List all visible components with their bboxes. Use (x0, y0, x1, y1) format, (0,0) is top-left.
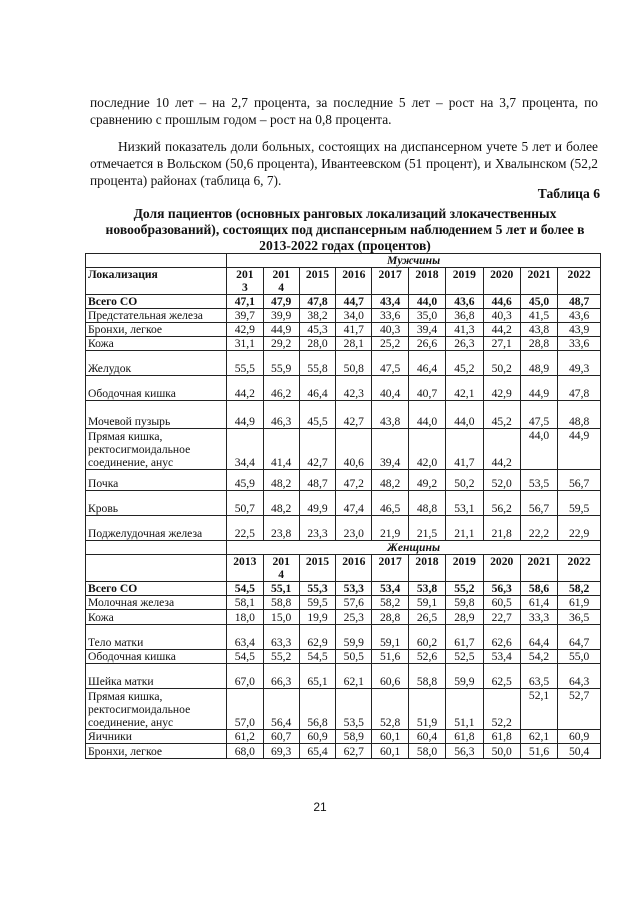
value-cell: 48,9 (520, 351, 557, 376)
value-cell: 55,2 (446, 582, 483, 596)
row-label: Тело матки (86, 625, 227, 650)
value-cell: 60,4 (408, 730, 445, 744)
value-cell: 40,4 (372, 376, 408, 401)
value-cell: 52,1 (520, 689, 557, 730)
value-cell: 54,5 (227, 582, 263, 596)
row-label: Кожа (86, 610, 227, 625)
value-cell: 42,0 (408, 429, 445, 470)
value-cell: 59,1 (408, 596, 445, 610)
year-header: 2021 (520, 555, 557, 582)
value-cell: 61,8 (483, 730, 520, 744)
value-cell: 60,1 (372, 730, 408, 744)
value-cell: 25,3 (336, 610, 372, 625)
value-cell: 39,4 (372, 429, 408, 470)
value-cell: 55,1 (263, 582, 299, 596)
value-cell: 55,9 (263, 351, 299, 376)
value-cell: 50,4 (558, 744, 601, 759)
value-cell: 44,9 (263, 323, 299, 337)
value-cell: 43,8 (520, 323, 557, 337)
value-cell: 61,2 (227, 730, 263, 744)
year-header: 2019 (446, 268, 483, 295)
value-cell: 60,2 (408, 625, 445, 650)
value-cell: 59,5 (299, 596, 335, 610)
value-cell: 55,0 (558, 650, 601, 664)
value-cell: 58,0 (408, 744, 445, 759)
localization-header: Локализация (86, 268, 227, 295)
value-cell: 52,6 (408, 650, 445, 664)
row-label: Шейка матки (86, 664, 227, 689)
value-cell: 25,2 (372, 337, 408, 351)
value-cell: 59,9 (446, 664, 483, 689)
table-row (86, 376, 601, 401)
value-cell: 40,7 (408, 376, 445, 401)
value-cell: 33,3 (520, 610, 557, 625)
value-cell: 15,0 (263, 610, 299, 625)
value-cell: 33,6 (372, 309, 408, 323)
value-cell: 42,9 (483, 376, 520, 401)
value-cell: 55,5 (227, 351, 263, 376)
value-cell: 50,2 (483, 351, 520, 376)
year-header: 2020 (483, 268, 520, 295)
value-cell: 47,5 (372, 351, 408, 376)
value-cell: 66,3 (263, 664, 299, 689)
intro-paragraph: Низкий показатель доли больных, состоящих на диспансерном учете 5 лет и более отмечается в Вольском (50,6 процента), Ивантеевском (51 процент), и Хвалынском (52,2 процента) районах (таблица 6, 7). (90, 139, 598, 188)
value-cell: 19,9 (299, 610, 335, 625)
value-cell: 51,1 (446, 689, 483, 730)
women-year-header-row (86, 555, 601, 582)
year-header: 2018 (408, 555, 445, 582)
value-cell: 22,5 (227, 516, 263, 541)
value-cell: 42,1 (446, 376, 483, 401)
value-cell: 48,7 (299, 470, 335, 491)
value-cell: 53,8 (408, 582, 445, 596)
value-cell: 48,7 (558, 295, 601, 309)
table-row (86, 351, 601, 376)
year-header: 2018 (408, 268, 445, 295)
value-cell: 40,3 (372, 323, 408, 337)
row-label: Молочная железа (86, 596, 227, 610)
value-cell: 22,9 (558, 516, 601, 541)
table-row (86, 309, 601, 323)
row-label: Яичники (86, 730, 227, 744)
value-cell: 60,9 (299, 730, 335, 744)
value-cell: 46,2 (263, 376, 299, 401)
value-cell: 47,5 (520, 401, 557, 429)
row-label: Прямая кишка, ректосигмоидальное соединение, анус (86, 689, 227, 730)
value-cell: 58,2 (558, 582, 601, 596)
value-cell: 41,5 (520, 309, 557, 323)
row-label: Всего СО (86, 295, 227, 309)
value-cell: 62,9 (299, 625, 335, 650)
men-year-header-row (86, 268, 601, 295)
value-cell: 59,5 (558, 491, 601, 516)
value-cell: 33,6 (558, 337, 601, 351)
value-cell: 42,7 (299, 429, 335, 470)
value-cell: 52,7 (558, 689, 601, 730)
table-row (86, 516, 601, 541)
value-cell: 58,8 (263, 596, 299, 610)
value-cell: 55,3 (299, 582, 335, 596)
table-row (86, 323, 601, 337)
value-cell: 28,8 (520, 337, 557, 351)
value-cell: 65,4 (299, 744, 335, 759)
value-cell: 44,2 (227, 376, 263, 401)
men-total-row (86, 295, 601, 309)
row-label: Ободочная кишка (86, 376, 227, 401)
value-cell: 45,2 (446, 351, 483, 376)
value-cell: 40,6 (336, 429, 372, 470)
value-cell: 61,7 (446, 625, 483, 650)
value-cell: 44,9 (558, 429, 601, 470)
table-row (86, 730, 601, 744)
value-cell: 56,4 (263, 689, 299, 730)
value-cell: 21,5 (408, 516, 445, 541)
year-header: 2022 (558, 268, 601, 295)
year-header: 2017 (372, 555, 408, 582)
value-cell: 48,8 (408, 491, 445, 516)
value-cell: 49,2 (408, 470, 445, 491)
value-cell: 52,0 (483, 470, 520, 491)
value-cell: 23,8 (263, 516, 299, 541)
value-cell: 44,7 (336, 295, 372, 309)
value-cell: 22,2 (520, 516, 557, 541)
value-cell: 41,3 (446, 323, 483, 337)
value-cell: 28,9 (446, 610, 483, 625)
value-cell: 51,9 (408, 689, 445, 730)
value-cell: 60,6 (372, 664, 408, 689)
value-cell: 47,4 (336, 491, 372, 516)
blank-cell (86, 541, 227, 555)
value-cell: 62,1 (520, 730, 557, 744)
row-label: Почка (86, 470, 227, 491)
women-section-title: Женщины (227, 541, 601, 555)
value-cell: 46,4 (299, 376, 335, 401)
men-section-title: Мужчины (227, 254, 601, 268)
value-cell: 53,5 (336, 689, 372, 730)
value-cell: 62,5 (483, 664, 520, 689)
value-cell: 64,4 (520, 625, 557, 650)
row-label: Прямая кишка, ректосигмоидальное соединение, анус (86, 429, 227, 470)
value-cell: 47,2 (336, 470, 372, 491)
value-cell: 44,6 (483, 295, 520, 309)
value-cell: 36,5 (558, 610, 601, 625)
year-header: 2016 (336, 268, 372, 295)
row-label: Желудок (86, 351, 227, 376)
value-cell: 49,9 (299, 491, 335, 516)
men-section-row (86, 254, 601, 268)
value-cell: 60,7 (263, 730, 299, 744)
year-header: 201 4 (263, 268, 299, 295)
value-cell: 47,8 (299, 295, 335, 309)
value-cell: 60,9 (558, 730, 601, 744)
value-cell: 45,9 (227, 470, 263, 491)
value-cell: 26,5 (408, 610, 445, 625)
value-cell: 44,0 (520, 429, 557, 470)
value-cell: 34,4 (227, 429, 263, 470)
value-cell: 58,8 (408, 664, 445, 689)
table-row (86, 491, 601, 516)
value-cell: 21,9 (372, 516, 408, 541)
year-header: 2016 (336, 555, 372, 582)
row-label: Ободочная кишка (86, 650, 227, 664)
row-label: Кровь (86, 491, 227, 516)
year-header: 2015 (299, 555, 335, 582)
year-header: 2022 (558, 555, 601, 582)
value-cell: 52,8 (372, 689, 408, 730)
table-label: Таблица 6 (537, 186, 600, 201)
localization-header-empty (86, 555, 227, 582)
value-cell: 27,1 (483, 337, 520, 351)
value-cell: 63,4 (227, 625, 263, 650)
year-header: 201 3 (227, 268, 263, 295)
value-cell: 26,3 (446, 337, 483, 351)
value-cell: 55,8 (299, 351, 335, 376)
value-cell: 46,3 (263, 401, 299, 429)
value-cell: 56,8 (299, 689, 335, 730)
value-cell: 53,5 (520, 470, 557, 491)
row-label: Кожа (86, 337, 227, 351)
value-cell: 57,6 (336, 596, 372, 610)
value-cell: 28,0 (299, 337, 335, 351)
value-cell: 18,0 (227, 610, 263, 625)
value-cell: 59,9 (336, 625, 372, 650)
row-label: Поджелудочная железа (86, 516, 227, 541)
table-row (86, 429, 601, 470)
value-cell: 61,4 (520, 596, 557, 610)
value-cell: 22,7 (483, 610, 520, 625)
row-label: Бронхи, легкое (86, 744, 227, 759)
table-row (86, 689, 601, 730)
value-cell: 48,8 (558, 401, 601, 429)
value-cell: 47,8 (558, 376, 601, 401)
value-cell: 50,7 (227, 491, 263, 516)
value-cell: 65,1 (299, 664, 335, 689)
value-cell: 50,5 (336, 650, 372, 664)
value-cell: 41,7 (336, 323, 372, 337)
row-label: Предстательная железа (86, 309, 227, 323)
value-cell: 23,3 (299, 516, 335, 541)
year-header: 201 4 (263, 555, 299, 582)
value-cell: 38,2 (299, 309, 335, 323)
page-number: 21 (313, 800, 327, 814)
value-cell: 44,2 (483, 323, 520, 337)
table-title: Доля пациентов (основных ранговых локализаций злокачественных новообразований), состоящих под диспансерным наблюдением 5 лет и более в 2013-2022 годах (процентов) (105, 206, 585, 253)
table-row (86, 625, 601, 650)
value-cell: 57,0 (227, 689, 263, 730)
year-header: 2020 (483, 555, 520, 582)
value-cell: 56,7 (558, 470, 601, 491)
value-cell: 39,9 (263, 309, 299, 323)
women-section-row (86, 541, 601, 555)
value-cell: 50,0 (483, 744, 520, 759)
value-cell: 63,5 (520, 664, 557, 689)
value-cell: 44,0 (408, 401, 445, 429)
year-header: 2013 (227, 555, 263, 582)
value-cell: 45,3 (299, 323, 335, 337)
value-cell: 35,0 (408, 309, 445, 323)
value-cell: 47,1 (227, 295, 263, 309)
year-header: 2019 (446, 555, 483, 582)
value-cell: 44,9 (227, 401, 263, 429)
value-cell: 60,5 (483, 596, 520, 610)
value-cell: 56,3 (483, 582, 520, 596)
value-cell: 53,4 (372, 582, 408, 596)
value-cell: 59,1 (372, 625, 408, 650)
value-cell: 45,5 (299, 401, 335, 429)
value-cell: 47,9 (263, 295, 299, 309)
value-cell: 39,7 (227, 309, 263, 323)
value-cell: 43,6 (446, 295, 483, 309)
value-cell: 54,5 (299, 650, 335, 664)
value-cell: 40,3 (483, 309, 520, 323)
table-row (86, 596, 601, 610)
value-cell: 31,1 (227, 337, 263, 351)
row-label: Бронхи, легкое (86, 323, 227, 337)
value-cell: 23,0 (336, 516, 372, 541)
value-cell: 54,5 (227, 650, 263, 664)
value-cell: 50,2 (446, 470, 483, 491)
value-cell: 43,6 (558, 309, 601, 323)
value-cell: 50,8 (336, 351, 372, 376)
table-body (86, 254, 601, 759)
table-row (86, 610, 601, 625)
value-cell: 58,6 (520, 582, 557, 596)
value-cell: 62,7 (336, 744, 372, 759)
table-row (86, 470, 601, 491)
value-cell: 64,7 (558, 625, 601, 650)
value-cell: 51,6 (520, 744, 557, 759)
intro-paragraph-continuation: последние 10 лет – на 2,7 процента, за последние 5 лет – рост на 3,7 процента, по сравнению с прошлым годом – рост на 0,8 процента. (90, 95, 598, 127)
value-cell: 42,7 (336, 401, 372, 429)
value-cell: 58,9 (336, 730, 372, 744)
value-cell: 34,0 (336, 309, 372, 323)
value-cell: 41,4 (263, 429, 299, 470)
value-cell: 21,1 (446, 516, 483, 541)
value-cell: 48,2 (263, 470, 299, 491)
value-cell: 44,2 (483, 429, 520, 470)
value-cell: 56,2 (483, 491, 520, 516)
value-cell: 61,9 (558, 596, 601, 610)
row-label: Мочевой пузырь (86, 401, 227, 429)
value-cell: 62,6 (483, 625, 520, 650)
value-cell: 53,1 (446, 491, 483, 516)
value-cell: 44,0 (446, 401, 483, 429)
table-row (86, 401, 601, 429)
value-cell: 61,8 (446, 730, 483, 744)
value-cell: 53,3 (336, 582, 372, 596)
table-row (86, 650, 601, 664)
value-cell: 29,2 (263, 337, 299, 351)
value-cell: 56,3 (446, 744, 483, 759)
year-header: 2015 (299, 268, 335, 295)
value-cell: 54,2 (520, 650, 557, 664)
value-cell: 60,1 (372, 744, 408, 759)
value-cell: 44,0 (408, 295, 445, 309)
value-cell: 52,2 (483, 689, 520, 730)
year-header: 2017 (372, 268, 408, 295)
value-cell: 59,8 (446, 596, 483, 610)
table-row (86, 664, 601, 689)
table-row (86, 337, 601, 351)
value-cell: 68,0 (227, 744, 263, 759)
value-cell: 48,2 (372, 470, 408, 491)
value-cell: 46,4 (408, 351, 445, 376)
value-cell: 44,9 (520, 376, 557, 401)
value-cell: 56,7 (520, 491, 557, 516)
value-cell: 64,3 (558, 664, 601, 689)
value-cell: 52,5 (446, 650, 483, 664)
value-cell: 42,9 (227, 323, 263, 337)
data-table (85, 253, 601, 759)
value-cell: 55,2 (263, 650, 299, 664)
value-cell: 28,1 (336, 337, 372, 351)
value-cell: 58,1 (227, 596, 263, 610)
value-cell: 53,4 (483, 650, 520, 664)
value-cell: 39,4 (408, 323, 445, 337)
value-cell: 45,0 (520, 295, 557, 309)
value-cell: 28,8 (372, 610, 408, 625)
value-cell: 62,1 (336, 664, 372, 689)
blank-cell (86, 254, 227, 268)
value-cell: 45,2 (483, 401, 520, 429)
year-header: 2021 (520, 268, 557, 295)
value-cell: 63,3 (263, 625, 299, 650)
value-cell: 43,9 (558, 323, 601, 337)
value-cell: 49,3 (558, 351, 601, 376)
value-cell: 69,3 (263, 744, 299, 759)
value-cell: 26,6 (408, 337, 445, 351)
value-cell: 36,8 (446, 309, 483, 323)
row-label: Всего СО (86, 582, 227, 596)
value-cell: 48,2 (263, 491, 299, 516)
value-cell: 43,4 (372, 295, 408, 309)
value-cell: 42,3 (336, 376, 372, 401)
value-cell: 51,6 (372, 650, 408, 664)
value-cell: 58,2 (372, 596, 408, 610)
value-cell: 67,0 (227, 664, 263, 689)
value-cell: 41,7 (446, 429, 483, 470)
value-cell: 43,8 (372, 401, 408, 429)
women-total-row (86, 582, 601, 596)
table-row (86, 744, 601, 759)
value-cell: 46,5 (372, 491, 408, 516)
value-cell: 21,8 (483, 516, 520, 541)
